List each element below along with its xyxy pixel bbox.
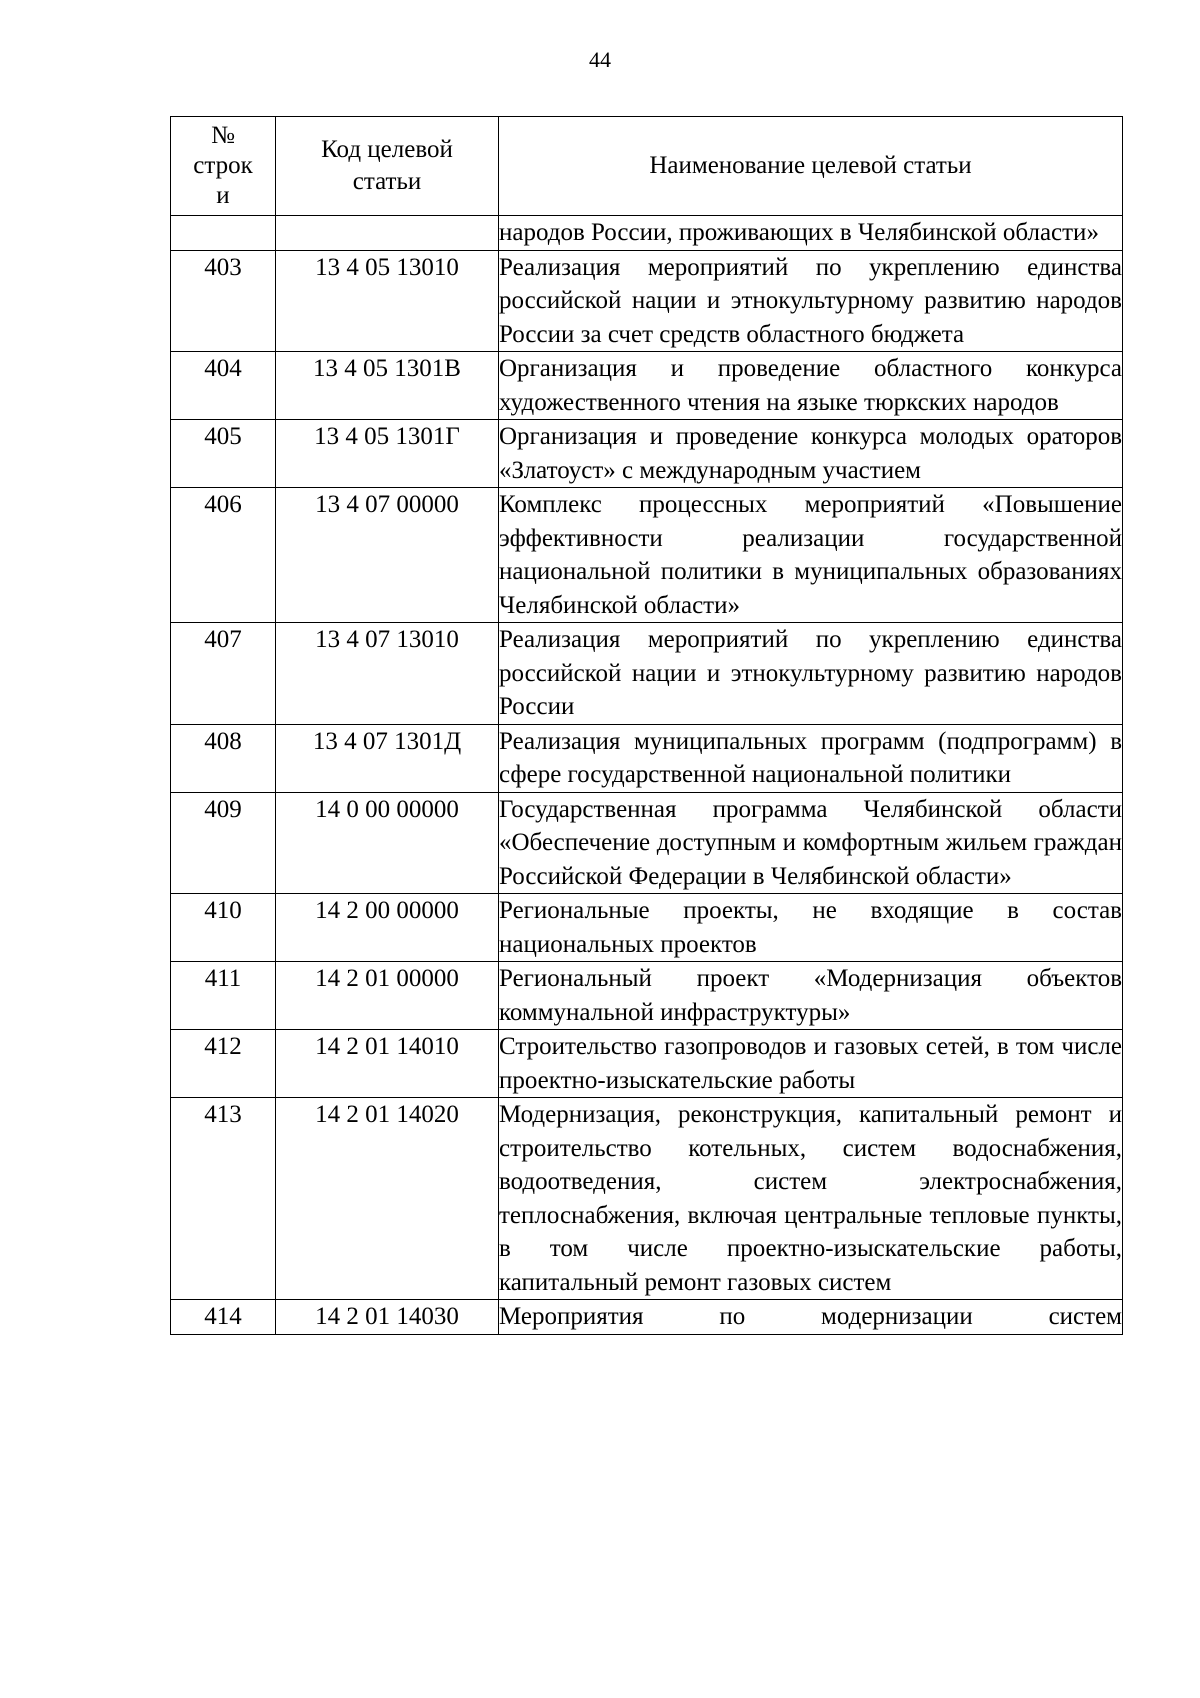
target-name-cell: Региональные проекты, не входящие в состав национальных проектов [499, 894, 1123, 962]
target-code-cell: 13 4 05 13010 [276, 250, 499, 352]
table-row [171, 724, 1123, 792]
table-row [171, 623, 1123, 725]
row-number-cell: 413 [171, 1098, 276, 1300]
row-number-cell: 405 [171, 420, 276, 488]
header-target-name-label: Наименование целевой статьи [649, 152, 972, 179]
table-row [171, 352, 1123, 420]
target-code-cell: 14 2 01 14020 [276, 1098, 499, 1300]
table-row [171, 1300, 1123, 1335]
target-articles-table [170, 116, 1123, 1335]
row-number-cell: 404 [171, 352, 276, 420]
target-name-cell: Строительство газопроводов и газовых сетей, в том числе проектно-изыскательские работы [499, 1030, 1123, 1098]
table-body [171, 216, 1123, 1335]
target-name-cell: Модернизация, реконструкция, капитальный ремонт и строительство котельных, систем водоснабжения, водоотведения, систем электроснабжения, теплоснабжения, включая центральные тепловые пункты, в том числе проектно-изыскательские работы, капитальный ремонт газовых систем [499, 1098, 1123, 1300]
target-code-cell [276, 216, 499, 251]
row-number-cell: 410 [171, 894, 276, 962]
target-code-cell: 13 4 07 00000 [276, 488, 499, 623]
row-number-cell [171, 216, 276, 251]
target-name-cell: Реализация мероприятий по укреплению единства российской нации и этнокультурному развитию народов России за счет средств областного бюджета [499, 250, 1123, 352]
target-code-cell: 13 4 07 1301Д [276, 724, 499, 792]
row-number-cell: 414 [171, 1300, 276, 1335]
header-target-code-label: Код целевой статьи [321, 136, 453, 195]
row-number-cell: 412 [171, 1030, 276, 1098]
target-code-cell: 14 0 00 00000 [276, 792, 499, 894]
target-name-cell: Реализация муниципальных программ (подпрограмм) в сфере государственной национальной политики [499, 724, 1123, 792]
row-number-cell: 407 [171, 623, 276, 725]
row-number-cell: 411 [171, 962, 276, 1030]
header-row-number-line: строк [193, 152, 253, 179]
row-number-cell: 403 [171, 250, 276, 352]
table-row [171, 420, 1123, 488]
header-row-number [171, 117, 276, 216]
target-name-cell: Организация и проведение областного конкурса художественного чтения на языке тюркских народов [499, 352, 1123, 420]
table-row [171, 894, 1123, 962]
target-name-cell: народов России, проживающих в Челябинской области» [499, 216, 1123, 251]
target-code-cell: 13 4 05 1301Г [276, 420, 499, 488]
target-name-cell: Региональный проект «Модернизация объектов коммунальной инфраструктуры» [499, 962, 1123, 1030]
table-row [171, 1098, 1123, 1300]
target-code-cell: 14 2 01 14010 [276, 1030, 499, 1098]
header-row-number-line: № [211, 122, 235, 149]
table-row [171, 250, 1123, 352]
target-code-cell: 14 2 00 00000 [276, 894, 499, 962]
target-name-cell: Мероприятия по модернизации систем [499, 1300, 1123, 1335]
target-code-cell: 14 2 01 14030 [276, 1300, 499, 1335]
row-number-cell: 409 [171, 792, 276, 894]
target-name-cell: Государственная программа Челябинской области «Обеспечение доступным и комфортным жильем граждан Российской Федерации в Челябинской области» [499, 792, 1123, 894]
target-name-cell: Организация и проведение конкурса молодых ораторов «Златоуст» с международным участием [499, 420, 1123, 488]
table-row [171, 792, 1123, 894]
table-row [171, 488, 1123, 623]
row-number-cell: 406 [171, 488, 276, 623]
target-code-cell: 13 4 05 1301В [276, 352, 499, 420]
table-header-row [171, 117, 1123, 216]
row-number-cell: 408 [171, 724, 276, 792]
header-target-code [276, 117, 499, 216]
table-row [171, 216, 1123, 251]
table-row [171, 962, 1123, 1030]
header-target-name [499, 117, 1123, 216]
target-code-cell: 13 4 07 13010 [276, 623, 499, 725]
target-name-cell: Комплекс процессных мероприятий «Повышение эффективности реализации государственной национальной политики в муниципальных образованиях Челябинской области» [499, 488, 1123, 623]
page-number: 44 [589, 47, 611, 72]
header-row-number-line: и [216, 182, 230, 209]
target-code-cell: 14 2 01 00000 [276, 962, 499, 1030]
table-row [171, 1030, 1123, 1098]
target-name-cell: Реализация мероприятий по укреплению единства российской нации и этнокультурному развитию народов России [499, 623, 1123, 725]
